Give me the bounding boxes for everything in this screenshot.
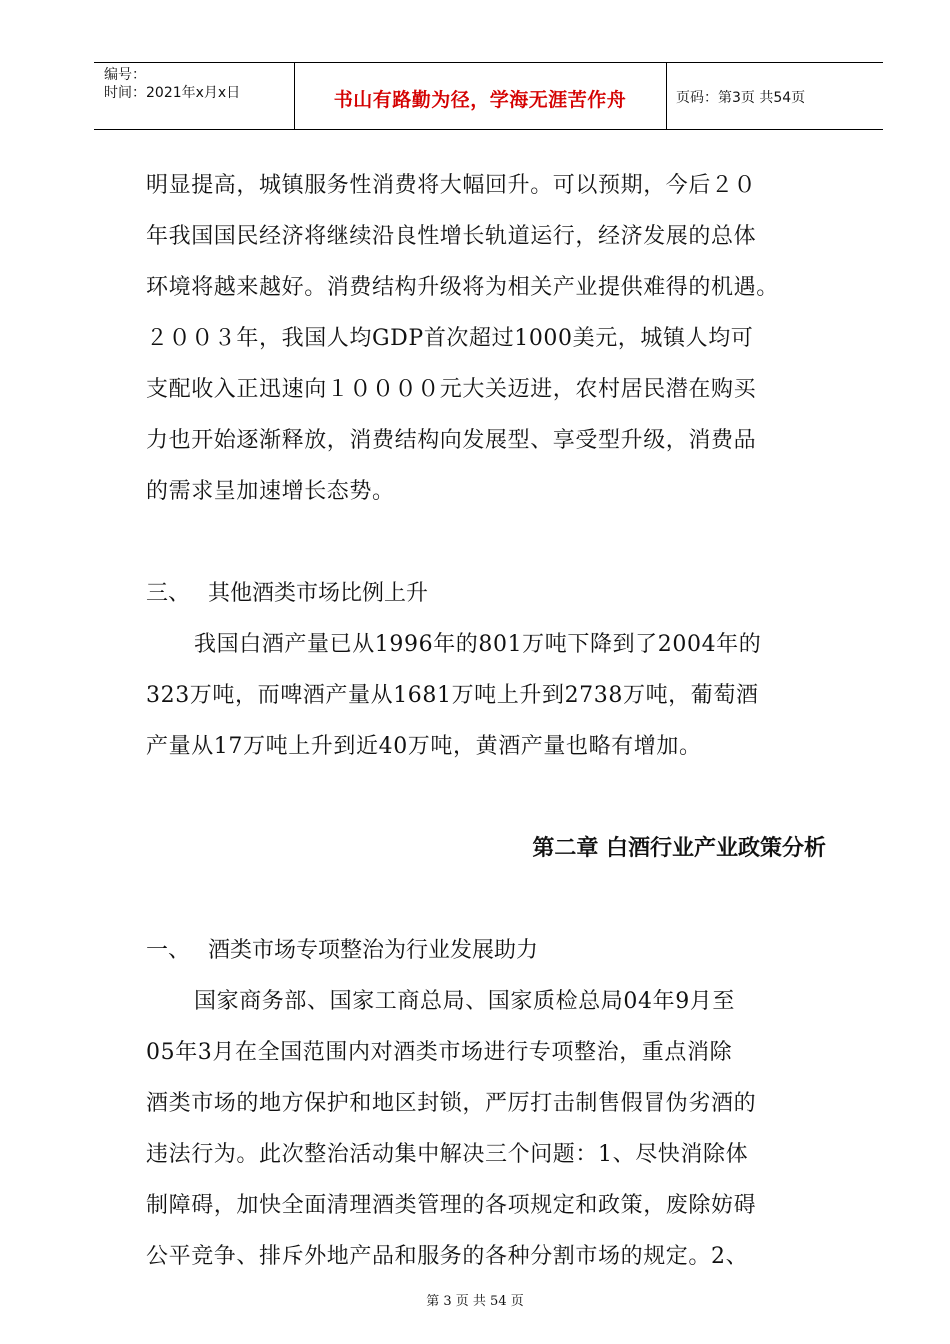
- header-divider: [666, 62, 667, 130]
- header-page-label: 页码：第3页 共54页: [676, 90, 806, 106]
- section-title: 酒类市场专项整治为行业发展助力: [208, 938, 539, 963]
- text-line: 的需求呈加速增长态势。: [146, 479, 395, 504]
- section-heading: [146, 925, 846, 976]
- text-line: 国家商务部、国家工商总局、国家质检总局04年9月至: [194, 989, 735, 1014]
- chapter-heading: 第二章 白酒行业产业政策分析: [532, 836, 826, 861]
- section-heading: [146, 568, 846, 619]
- text-line: 323万吨，而啤酒产量从1681万吨上升到2738万吨，葡萄酒: [146, 683, 759, 708]
- text-line: 年我国国民经济将继续沿良性增长轨道运行，经济发展的总体: [146, 224, 757, 249]
- time-label: 时间：2021年x月x日: [104, 85, 241, 101]
- text-line: 明显提高，城镇服务性消费将大幅回升。可以预期，今后２０: [146, 173, 757, 198]
- section-title: 其他酒类市场比例上升: [208, 581, 429, 606]
- header-top-rule: [94, 62, 883, 63]
- text-line: 力也开始逐渐释放，消费结构向发展型、享受型升级，消费品: [146, 428, 757, 453]
- section-number: 三、: [146, 581, 191, 606]
- paragraph: [146, 160, 846, 517]
- text-line: 环境将越来越好。消费结构升级将为相关产业提供难得的机遇。: [146, 275, 779, 300]
- text-line: 我国白酒产量已从1996年的801万吨下降到了2004年的: [194, 632, 762, 657]
- header-motto: 书山有路勤为径，学海无涯苦作舟: [333, 89, 627, 111]
- header-meta: [104, 66, 240, 102]
- paragraph: [146, 619, 846, 772]
- text-line: 违法行为。此次整治活动集中解决三个问题：1、尽快消除体: [146, 1142, 749, 1167]
- page-footer: 第 3 页 共 54 页: [426, 1294, 524, 1309]
- text-line: 支配收入正迅速向１００００元大关迈进，农村居民潜在购买: [146, 377, 757, 402]
- text-line: 酒类市场的地方保护和地区封锁，严厉打击制售假冒伪劣酒的: [146, 1091, 757, 1116]
- header-bottom-rule: [94, 129, 883, 130]
- text-line: ２００３年，我国人均GDP首次超过1000美元，城镇人均可: [146, 326, 754, 351]
- document-body: [146, 160, 846, 1282]
- section-number: 一、: [146, 938, 191, 963]
- text-line: 公平竞争、排斥外地产品和服务的各种分割市场的规定。2、: [146, 1244, 749, 1269]
- paragraph: [146, 976, 846, 1282]
- page-header: [94, 62, 883, 130]
- text-line: 产量从17万吨上升到近40万吨，黄酒产量也略有增加。: [146, 734, 702, 759]
- text-line: 05年3月在全国范围内对酒类市场进行专项整治，重点消除: [146, 1040, 733, 1065]
- number-label: 编号：: [104, 67, 146, 83]
- text-line: 制障碍，加快全面清理酒类管理的各项规定和政策，废除妨碍: [146, 1193, 757, 1218]
